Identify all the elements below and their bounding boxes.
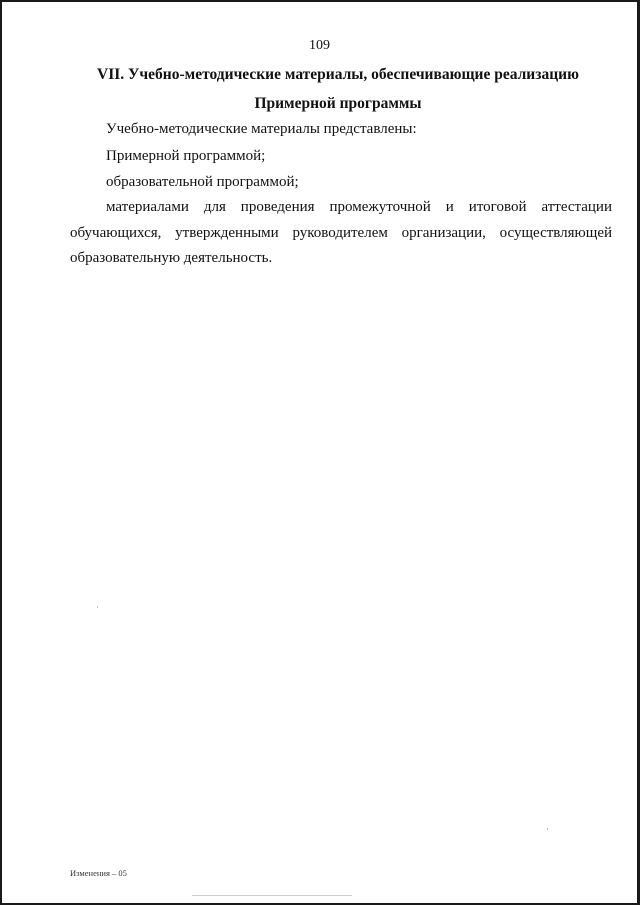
list-item-sample-program: Примерной программой; — [106, 148, 266, 164]
scan-speck — [547, 828, 548, 830]
section-heading-line-1: VII. Учебно-методические материалы, обеспечивающие реализацию — [97, 66, 579, 83]
intro-paragraph: Учебно-методические материалы представлены: — [106, 121, 417, 137]
list-item-assessment-materials-line-1: материалами для проведения промежуточной и итоговой аттестации — [106, 199, 612, 215]
list-item-assessment-materials-line-3: образовательную деятельность. — [70, 250, 273, 266]
list-item-assessment-materials-line-2: обучающихся, утвержденными руководителем организации, осуществляющей — [70, 225, 612, 241]
list-item-educational-program: образовательной программой; — [106, 174, 299, 190]
footer-revision-note: Изменения – 05 — [70, 868, 127, 878]
scan-speck — [97, 606, 98, 608]
section-heading-line-2: Примерной программы — [254, 95, 422, 112]
page-number: 109 — [309, 38, 330, 53]
scan-speck — [192, 895, 352, 896]
